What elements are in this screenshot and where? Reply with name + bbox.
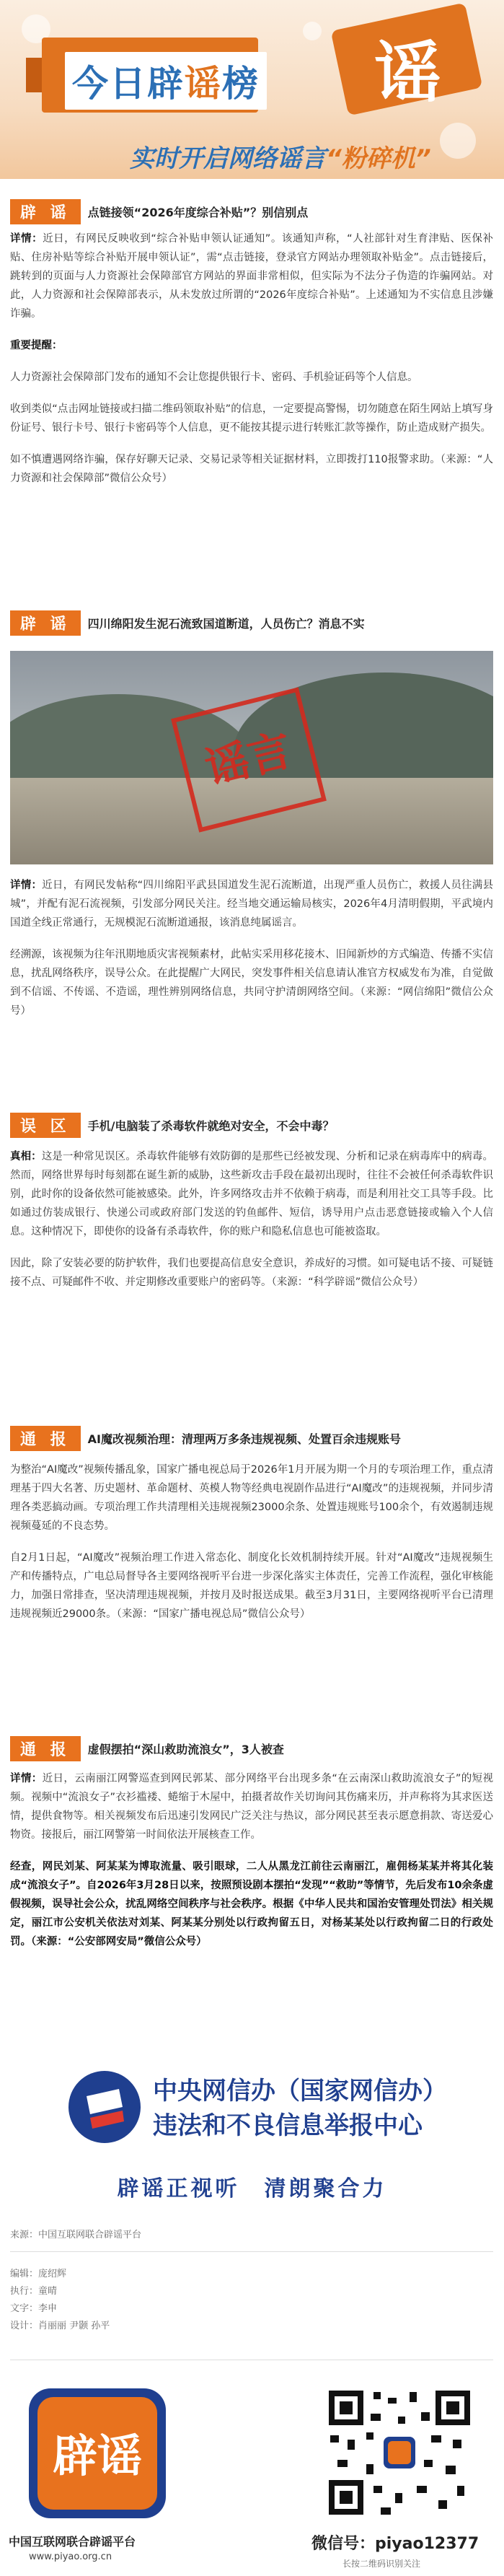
brand-site[interactable]: www.piyao.org.cn <box>29 2551 112 2562</box>
section-title: 点链接领“2026年度综合补贴”？别信别点 <box>87 206 309 219</box>
piyao-logo-icon <box>22 2381 173 2525</box>
brand-name: 中国互联网联合辟谣平台 <box>9 2535 136 2549</box>
section-tag: 辟 谣 <box>10 199 81 224</box>
section-tag: 通 报 <box>10 1426 81 1451</box>
report-center-name-2: 违法和不良信息举报中心 <box>153 2111 423 2140</box>
report-center-logo-icon <box>65 2067 144 2147</box>
section-tag: 误 区 <box>10 1113 81 1138</box>
divider <box>10 2251 493 2252</box>
flood-video-still <box>10 651 493 864</box>
source-line: 来源：中国互联网联合辟谣平台 <box>10 2230 142 2240</box>
svg-text:辟谣: 辟谣 <box>52 2430 143 2482</box>
banner-title: 今日辟谣榜 <box>65 52 267 110</box>
section-4-body: 为整治“AI魔改”视频传播乱象，国家广播电视总局于2026年1月开展为期一个月的专项治理工作，重点清理基于四大名著、历史题材、革命题材、英模人物等经典电视剧作品进行“AI魔改”的违规视频，并同步清理各类恶搞动画。专项治理工作共清理相关违规视频23000余条、处置违规账号100余个，有效遏制违规视频蔓延的不良态势。 自2月1日起，“AI魔改”视频治理工作进入常态化、制度化长效机制持续开展。针对“AI魔改”违规视频生产和传播特点，广电总局督导各主要网络视听平台进一步深化落实主体责任，完善工作流程，强化审核能力，加强日常排查，坚决清理违规视频，并按月及时报送成果。截至3月31日，主要网络视听平台已清理违规视频近29000条。（来源：“国家广播电视总局”微信公众号） <box>10 1464 493 1620</box>
banner-subtitle: 实时开启网络谣言“粉碎机” <box>130 144 431 173</box>
section-tag: 通 报 <box>10 1736 81 1761</box>
header-banner <box>0 0 504 179</box>
section-2-body: 详情：近日，有网民发帖称“四川绵阳平武县国道发生泥石流断道，出现严重人员伤亡，救援人员往满县城”，并配有泥石流视频，引发部分网民关注。经当地交通运输局核实，2026年4月清明假期，平武境内国道全线正常通行，无规模泥石流断道通报，该消息纯属谣言。 经溯源，该视频为往年汛期地质灾害视频素材，此帖实采用移花接木、旧闻新炒的方式编造、传播不实信息，扰乱网络秩序，误导公众。在此提醒广大网民，突发事件相关信息请认准官方权威发布为准，自觉做到不信谣、不传谣、不造谣，理性辨别网络信息，共同守护清朗网络空间。（来源：“网信绵阳”微信公众号） <box>10 880 493 1017</box>
section-3-body: 真相：这是一种常见误区。杀毒软件能够有效防御的是那些已经被发现、分析和记录在病毒库中的病毒。然而，网络世界每时每刻都在诞生新的威胁，这些新攻击手段在最初出现时，往往不会被任何杀毒软件识别，此时你的设备依然可能被感染。此外，许多网络攻击并不依赖于病毒，而是利用社交工具等手段。比如通过仿装成银行、快递公司或政府部门发送的钓鱼邮件、短信，诱导用户点击恶意链接或输入个人信息。这种情况下，即使你的设备有杀毒软件，你的账户和隐私信息也可能被盗取。 因此，除了安装必要的防护软件，我们也要提高信息安全意识，养成好的习惯。如可疑电话不接、可疑链接不点、可疑邮件不收、并定期修改重要账户的密码等。（来源：“科学辟谣”微信公众号） <box>10 1151 493 1288</box>
section-title: 手机/电脑装了杀毒软件就绝对安全，不会中毒？ <box>87 1119 335 1133</box>
section-5-header <box>10 1736 284 1761</box>
slogan: 辟谣正视听 清朗聚合力 <box>117 2176 387 2202</box>
qr-code-icon <box>323 2385 476 2520</box>
section-title: 四川绵阳发生泥石流致国道断道，人员伤亡？消息不实 <box>87 617 365 631</box>
credits: 编辑：庞绍辉 执行：童晴 文字：李申 设计：肖丽丽 尹颢 孙平 <box>10 2269 110 2331</box>
rumor-stamp: 谣言 <box>171 687 327 832</box>
qr-caption: 长按二维码识别关注 <box>342 2559 421 2569</box>
section-2-header <box>10 610 365 636</box>
section-1-header <box>10 199 308 224</box>
report-center-name-1: 中央网信办（国家网信办） <box>153 2077 447 2106</box>
section-4-header <box>10 1426 401 1451</box>
wechat-id: 微信号：piyao12377 <box>311 2535 479 2553</box>
section-1-body: 详情：近日，有网民反映收到“综合补贴申领认证通知”。该通知声称，“人社部针对生育津贴、医保补贴、住房补贴等综合补贴开展申领认证”，需“点击链接，登录官方网站办理领取补贴金”。点击链接后，跳转到的页面与人力资源社会保障部官方网站的界面非常相似，但实际为不法分子伪造的诈骗网站。对此，人力资源和社会保障部表示，从未发放过所谓的“2026年度综合补贴”。上述通知为不实信息且涉嫌诈骗。 重要提醒： 人力资源社会保障部门发布的通知不会让您提供银行卡、密码、手机验证码等个人信息。 收到类似“点击网址链接或扫描二维码领取补贴”的信息，一定要提高警惕，切勿随意在陌生网站上填写身份证号、银行卡号、银行卡密码等个人信息，更不能按其提示进行转账汇款等操作，防止造成财产损失。 如不慎遭遇网络诈骗，保存好聊天记录、交易记录等相关证据材料，立即拨打110报警求助。（来源：“人力资源和社会保障部”微信公众号） <box>10 233 493 484</box>
section-tag: 辟 谣 <box>10 610 81 636</box>
section-3-header <box>10 1113 335 1138</box>
rumor-badge-icon: 谣 <box>331 3 483 116</box>
section-title: AI魔改视频治理：清理两万多条违规视频、处置百余违规账号 <box>87 1432 402 1446</box>
section-5-body: 详情：近日，云南丽江网警巡查到网民郭某、部分网络平台出现多条“在云南深山救助流浪女子”的短视频。视频中“流浪女子”衣衫褴褛、蜷缩于木屋中，拍摄者故作关切询问其伤痛来历，并声称将为其求医送情，提供食物等。相关视频发布后迅速引发网民广泛关注与热议，部分网民甚至表示愿意捐款、寄送爱心物资。接报后，丽江网警第一时间依法开展核查工作。 经查，网民刘某、阿某某为博取流量、吸引眼球，二人从黑龙江前往云南丽江，雇佣杨某某并将其化装成“流浪女子”。自2026年3月28日以来，按照预设剧本摆拍“发现”“救助”等情节，先后发布10余条虚假视频，误导社会公众，扰乱网络空间秩序与社会秩序。根据《中华人民共和国治安管理处罚法》相关规定，丽江市公安机关依法对刘某、阿某某分别处以行政拘留五日，对杨某某处以行政拘留二日的行政处罚。（来源：“公安部网安局”微信公众号） <box>10 1773 493 1948</box>
section-title: 虚假摆拍“深山救助流浪女”，3人被查 <box>87 1743 284 1756</box>
